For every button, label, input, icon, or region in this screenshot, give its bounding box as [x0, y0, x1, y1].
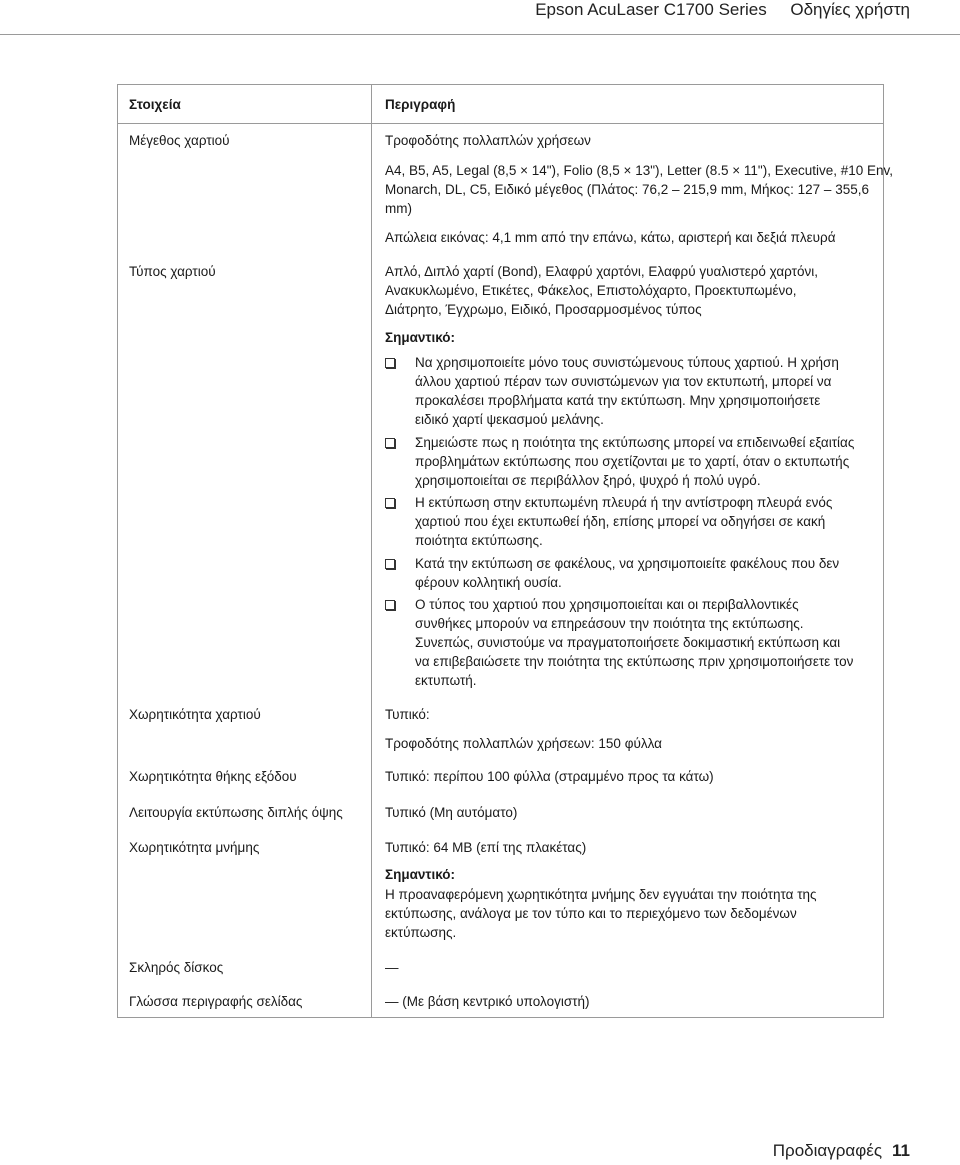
- col-header-description: Περιγραφή: [385, 97, 456, 112]
- output-capacity-value: Τυπικό: περίπου 100 φύλλα (στραμμένο προς τα κάτω): [385, 769, 714, 784]
- spec-table: [117, 84, 894, 1018]
- bullet-checkbox-icon: [385, 559, 395, 569]
- image-loss-text: Απώλεια εικόνας: 4,1 mm από την επάνω, κάτω, αριστερή και δεξιά πλευρά: [385, 230, 836, 245]
- memory-value: Τυπικό: 64 MB (επί της πλακέτας): [385, 840, 587, 855]
- memory-note-line-1: Η προαναφερόμενη χωρητικότητα μνήμης δεν εγγυάται την ποιότητα της: [385, 887, 817, 902]
- row-label-memory: Χωρητικότητα μνήμης: [129, 840, 260, 855]
- row-label-hard-disk: Σκληρός δίσκος: [129, 960, 224, 975]
- paper-size-feeder: Τροφοδότης πολλαπλών χρήσεων: [385, 133, 591, 148]
- hard-disk-value: —: [385, 960, 399, 975]
- page-header: [0, 0, 960, 44]
- memory-note-line-2: εκτύπωσης, ανάλογα με τον τύπο και το περιεχόμενο των δεδομένων: [385, 906, 797, 921]
- bullet-item-1: Να χρησιμοποιείτε μόνο τους συνιστώμενους τύπους χαρτιού. Η χρήση άλλου χαρτιού πέραν των συνιστώμενων για τον εκτυπωτή, μπορεί να προκαλέσει προβλήματα κατά την εκτύπωση. Μην χρησιμοποιήσετε ειδικό χαρτί ψεκασμού μελάνης.: [415, 355, 839, 427]
- column-divider: [371, 85, 372, 1017]
- bullet-checkbox-icon: [385, 438, 395, 448]
- col-header-item: Στοιχεία: [129, 97, 181, 112]
- row-label-output-capacity: Χωρητικότητα θήκης εξόδου: [129, 769, 297, 784]
- page-footer: [773, 1141, 910, 1161]
- duplex-value: Τυπικό (Μη αυτόματο): [385, 805, 518, 820]
- page-number: 11: [892, 1141, 910, 1160]
- header-rule: [0, 34, 960, 35]
- row-label-paper-size: Μέγεθος χαρτιού: [129, 133, 230, 148]
- row-label-duplex: Λειτουργία εκτύπωσης διπλής όψης: [129, 805, 343, 820]
- paper-size-list-line-3: mm): [385, 201, 412, 216]
- pdl-value: — (Με βάση κεντρικό υπολογιστή): [385, 994, 590, 1009]
- row-label-pdl: Γλώσσα περιγραφής σελίδας: [129, 994, 303, 1009]
- row-label-paper-type: Τύπος χαρτιού: [129, 264, 216, 279]
- row-label-paper-capacity: Χωρητικότητα χαρτιού: [129, 707, 261, 722]
- memory-note-line-3: εκτύπωσης.: [385, 925, 457, 940]
- document-title: Epson AcuLaser C1700 Series Οδηγίες χρήστη: [535, 0, 910, 19]
- paper-size-list-line-2: Monarch, DL, C5, Ειδικό μέγεθος (Πλάτος: 76,2 – 215,9 mm, Μήκος: 127 – 355,6: [385, 182, 869, 197]
- memory-important-heading: Σημαντικό:: [385, 867, 456, 882]
- paper-capacity-typical: Τυπικό:: [385, 707, 430, 722]
- header-row-rule: [118, 123, 883, 124]
- bullet-item-2: Σημειώστε πως η ποιότητα της εκτύπωσης μπορεί να επιδεινωθεί εξαιτίας προβλημάτων εκτύπωσης που σχετίζονται με το χαρτί, όταν ο εκτυπωτής χρησιμοποιείται σε περιβάλλον ξηρό, ψυχρό ή πολύ υγρό.: [415, 435, 855, 488]
- bullet-item-5: Ο τύπος του χαρτιού που χρησιμοποιείται και οι περιβαλλοντικές συνθήκες μπορούν να επηρεάσουν την ποιότητα της εκτύπωσης. Συνεπώς, συνιστούμε να πραγματοποιήσετε δοκιμαστική εκτύπωση και να επιβεβαιώσετε την ποιότητα της εκτύπωσης πριν χρησιμοποιήσετε τον εκτυπωτή.: [415, 597, 854, 688]
- paper-capacity-value: Τροφοδότης πολλαπλών χρήσεων: 150 φύλλα: [385, 736, 662, 751]
- paper-size-list-line-1: A4, B5, A5, Legal (8,5 × 14"), Folio (8,5 × 13"), Letter (8.5 × 11"), Executive, #10 Env,: [385, 163, 894, 178]
- bullet-checkbox-icon: [385, 358, 395, 368]
- footer-section-name: Προδιαγραφές: [772, 1141, 883, 1160]
- paper-types-line-1: Απλό, Διπλό χαρτί (Bond), Ελαφρύ χαρτόνι, Ελαφρύ γυαλιστερό χαρτόνι,: [385, 264, 819, 279]
- bullet-checkbox-icon: [385, 498, 395, 508]
- bullet-item-3: Η εκτύπωση στην εκτυπωμένη πλευρά ή την αντίστροφη πλευρά ενός χαρτιού που έχει εκτυπωθεί ήδη, επίσης μπορεί να οδηγήσει σε κακή ποιότητα εκτύπωσης.: [415, 495, 833, 548]
- paper-types-line-2: Ανακυκλωμένο, Ετικέτες, Φάκελος, Επιστολόχαρτο, Προεκτυπωμένο,: [385, 283, 797, 298]
- important-heading: Σημαντικό:: [385, 330, 456, 345]
- paper-types-line-3: Διάτρητο, Έγχρωμο, Ειδικό, Προσαρμοσμένος τύπος: [385, 302, 702, 317]
- bullet-checkbox-icon: [385, 600, 395, 610]
- bullet-item-4: Κατά την εκτύπωση σε φακέλους, να χρησιμοποιείτε φακέλους που δεν φέρουν κολλητική ουσία.: [415, 556, 840, 590]
